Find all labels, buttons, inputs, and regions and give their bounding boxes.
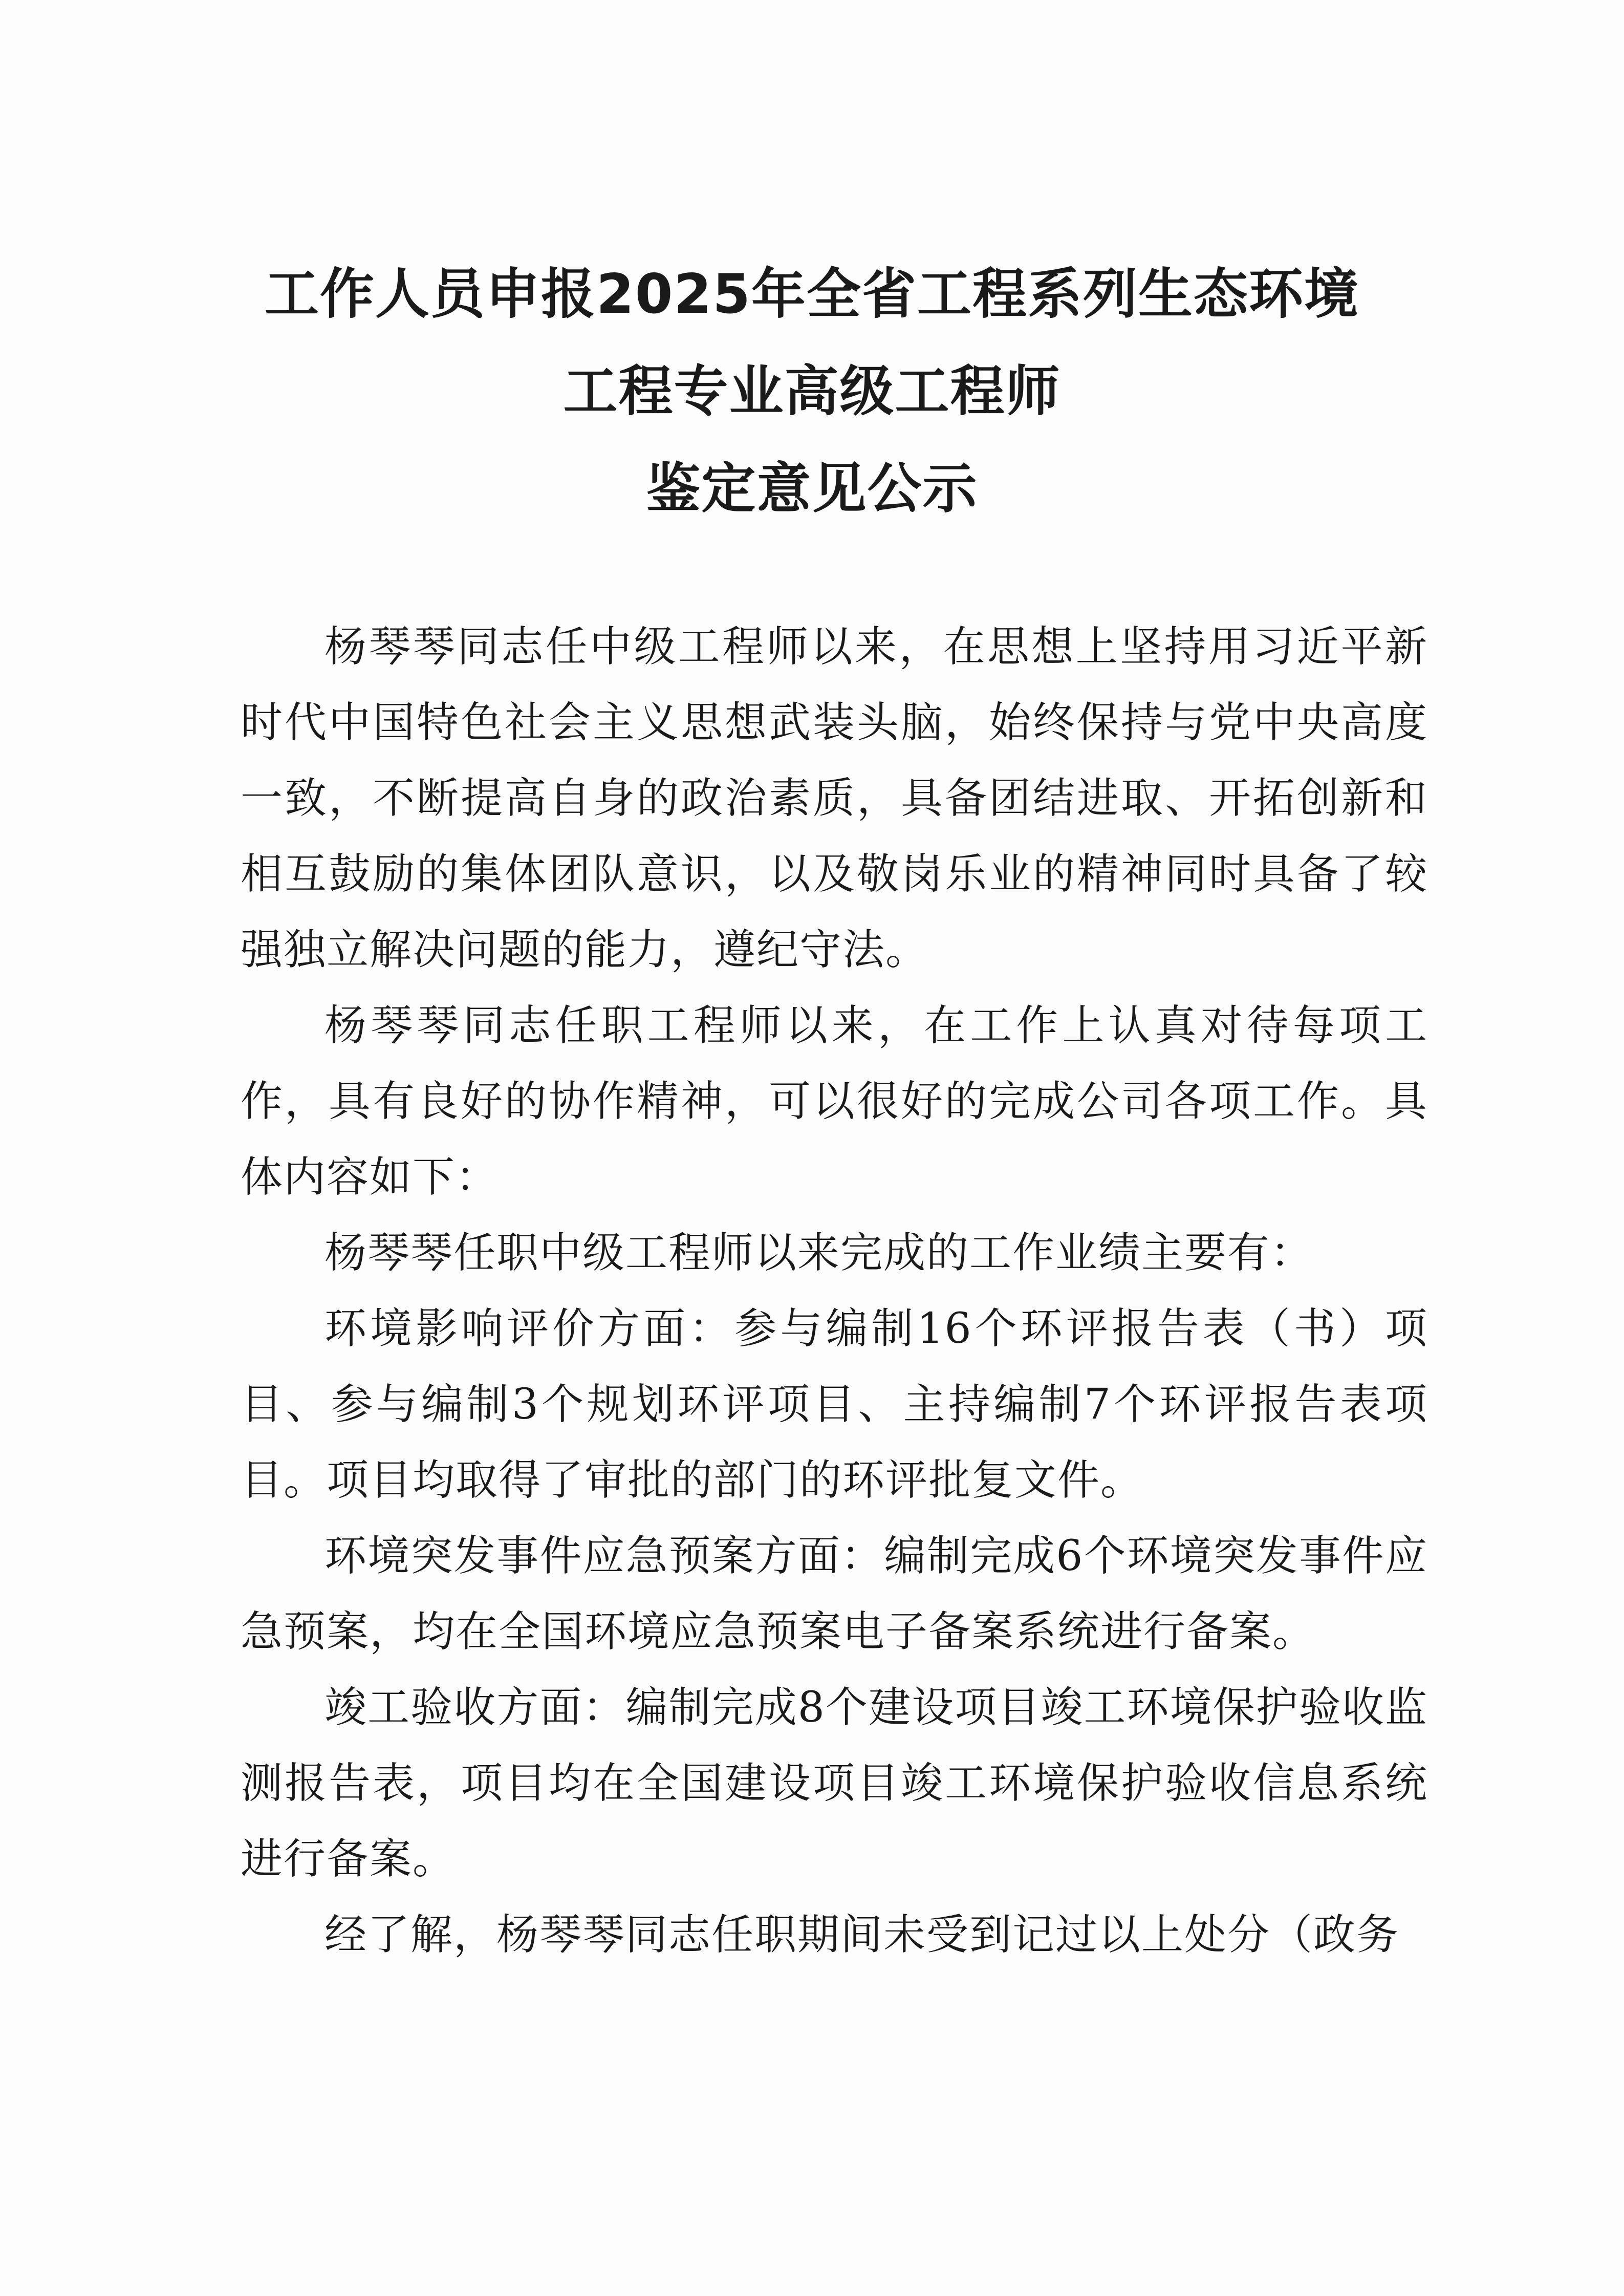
paragraph-emergency-plans: 环境突发事件应急预案方面：编制完成6个环境突发事件应急预案，均在全国环境应急预案电子备案系统进行备案。 (241, 1532, 1428, 1656)
paragraph-eia: 环境影响评价方面：参与编制16个环评报告表（书）项目、参与编制3个规划环评项目、主持编制7个环评报告表项目。项目均取得了审批的部门的环评批复文件。 (241, 1304, 1428, 1505)
title-line-2: 工程专业高级工程师 (563, 360, 1061, 423)
document-title (0, 246, 1624, 538)
title-line-1: 工作人员申报2025年全省工程系列生态环境 (264, 263, 1360, 326)
paragraph-political-performance: 杨琴琴同志任中级工程师以来，在思想上坚持用习近平新时代中国特色社会主义思想武装头脑，始终保持与党中央高度一致，不断提高自身的政治素质，具备团结进取、开拓创新和相互鼓励的集体团队意识，以及敬岗乐业的精神同时具备了较强独立解决问题的能力，遵纪守法。 (241, 623, 1428, 974)
paragraph-work-attitude: 杨琴琴同志任职工程师以来，在工作上认真对待每项工作，具有良好的协作精神，可以很好的完成公司各项工作。具体内容如下： (241, 1001, 1428, 1201)
paragraph-completion-acceptance: 竣工验收方面：编制完成8个建设项目竣工环境保护验收监测报告表，项目均在全国建设项目竣工环境保护验收信息系统进行备案。 (241, 1683, 1428, 1883)
document-body (241, 609, 1428, 1973)
title-line-3: 鉴定意见公示 (646, 457, 978, 520)
paragraph-achievements-intro: 杨琴琴任职中级工程师以来完成的工作业绩主要有： (324, 1229, 1314, 1277)
paragraph-disciplinary-record: 经了解，杨琴琴同志任职期间未受到记过以上处分（政务 (324, 1911, 1400, 1959)
